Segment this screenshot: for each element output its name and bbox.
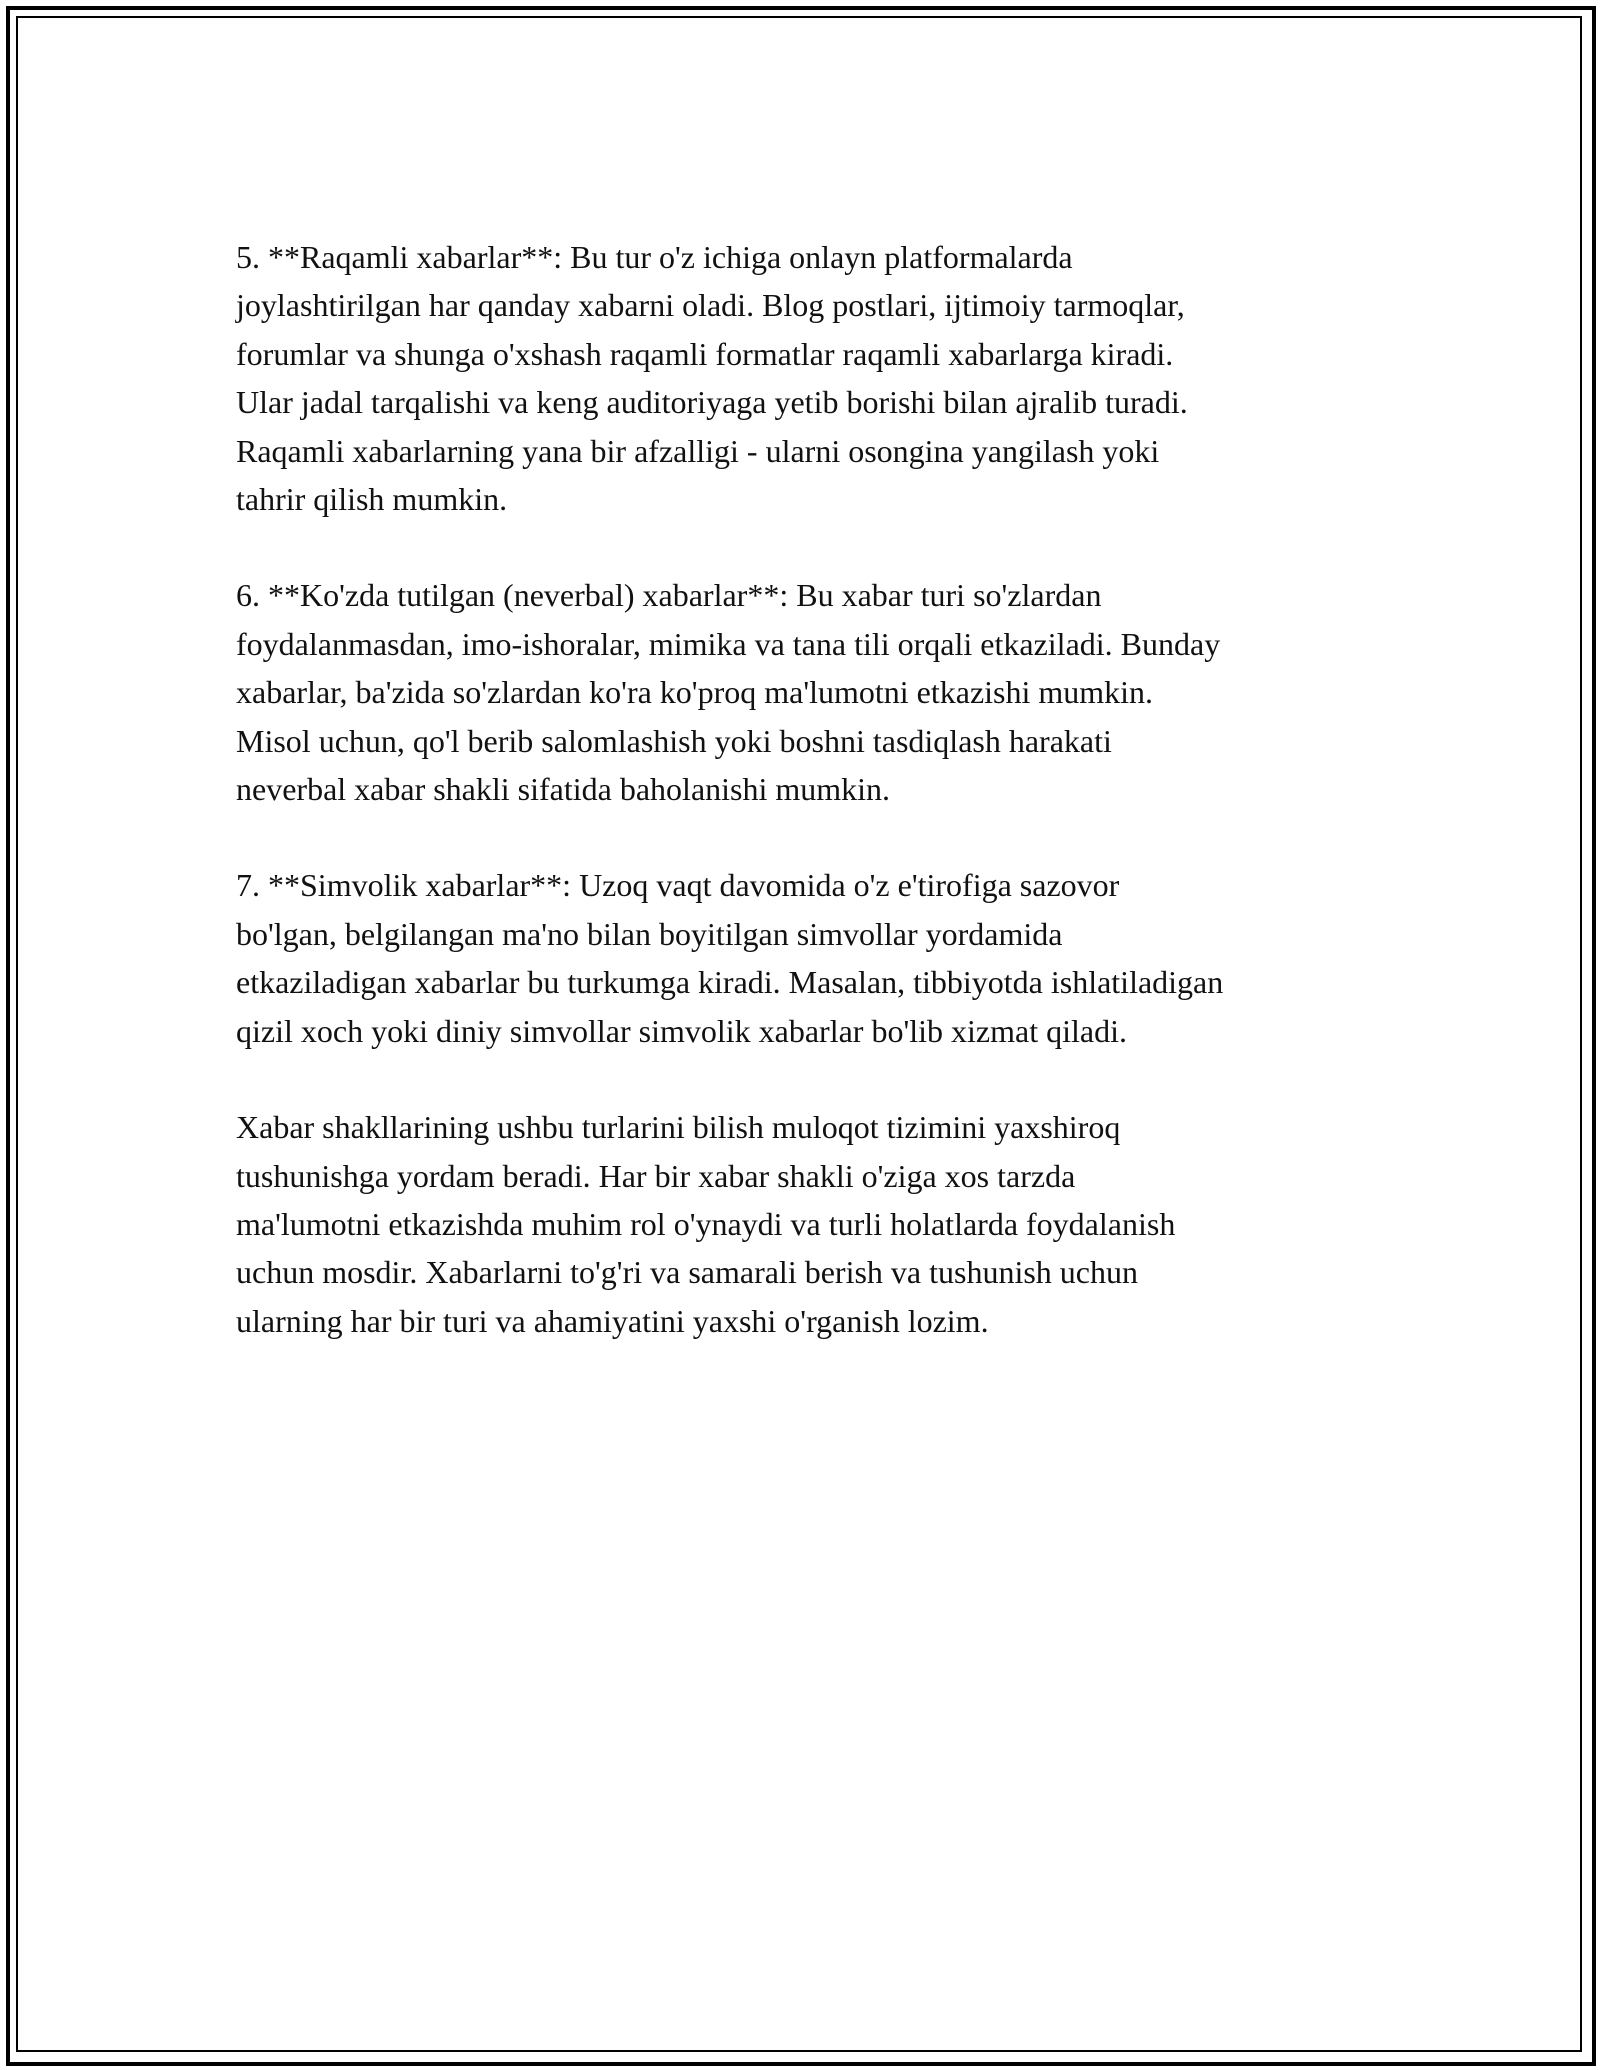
paragraph-line: forumlar va shunga o'xshash raqamli formatlar raqamli xabarlarga kiradi. <box>236 335 1174 372</box>
paragraph-line: Misol uchun, qo'l berib salomlashish yoki boshni tasdiqlash harakati <box>236 722 1112 759</box>
paragraph-line: 7. **Simvolik xabarlar**: Uzoq vaqt davomida o'z e'tirofiga sazovor <box>236 867 1120 904</box>
paragraph-line: 6. **Ko'zda tutilgan (neverbal) xabarlar**: Bu xabar turi so'zlardan <box>236 577 1102 614</box>
paragraph-line: Ular jadal tarqalishi va keng auditoriyaga yetib borishi bilan ajralib turadi. <box>236 384 1188 421</box>
paragraph-line: Raqamli xabarlarning yana bir afzalligi - ularni osongina yangilash yoki <box>236 432 1160 469</box>
paragraph-line: foydalanmasdan, imo-ishoralar, mimika va tana tili orqali etkaziladi. Bunday <box>236 625 1221 662</box>
paragraph-line: ma'lumotni etkazishda muhim rol o'ynaydi va turli holatlarda foydalanish <box>236 1205 1176 1242</box>
paragraph-line: ularning har bir turi va ahamiyatini yaxshi o'rganish lozim. <box>236 1302 989 1339</box>
paragraph-neverbal-xabarlar <box>236 571 1386 813</box>
paragraph-line: uchun mosdir. Xabarlarni to'g'ri va samarali berish va tushunish uchun <box>236 1254 1138 1291</box>
paragraph-simvolik-xabarlar <box>236 861 1386 1055</box>
paragraph-raqamli-xabarlar <box>236 233 1386 523</box>
paragraph-line: neverbal xabar shakli sifatida baholanishi mumkin. <box>236 771 891 808</box>
paragraph-conclusion <box>236 1103 1386 1345</box>
paragraph-line: tahrir qilish mumkin. <box>236 481 508 518</box>
paragraph-line: Xabar shakllarining ushbu turlarini bilish muloqot tizimini yaxshiroq <box>236 1109 1121 1146</box>
paragraph-line: 5. **Raqamli xabarlar**: Bu tur o'z ichiga onlayn platformalarda <box>236 239 1073 275</box>
paragraph-line: tushunishga yordam beradi. Har bir xabar shakli o'ziga xos tarzda <box>236 1157 1076 1194</box>
paragraph-line: bo'lgan, belgilangan ma'no bilan boyitilgan simvollar yordamida <box>236 915 1063 952</box>
paragraph-line: xabarlar, ba'zida so'zlardan ko'ra ko'proq ma'lumotni etkazishi mumkin. <box>236 674 1154 711</box>
paragraph-line: etkaziladigan xabarlar bu turkumga kiradi. Masalan, tibbiyotda ishlatiladigan <box>236 964 1224 1001</box>
paragraph-line: joylashtirilgan har qanday xabarni oladi. Blog postlari, ijtimoiy tarmoqlar, <box>236 287 1185 324</box>
document-body <box>236 233 1386 1393</box>
paragraph-line: qizil xoch yoki diniy simvollar simvolik xabarlar bo'lib xizmat qiladi. <box>236 1012 1127 1049</box>
